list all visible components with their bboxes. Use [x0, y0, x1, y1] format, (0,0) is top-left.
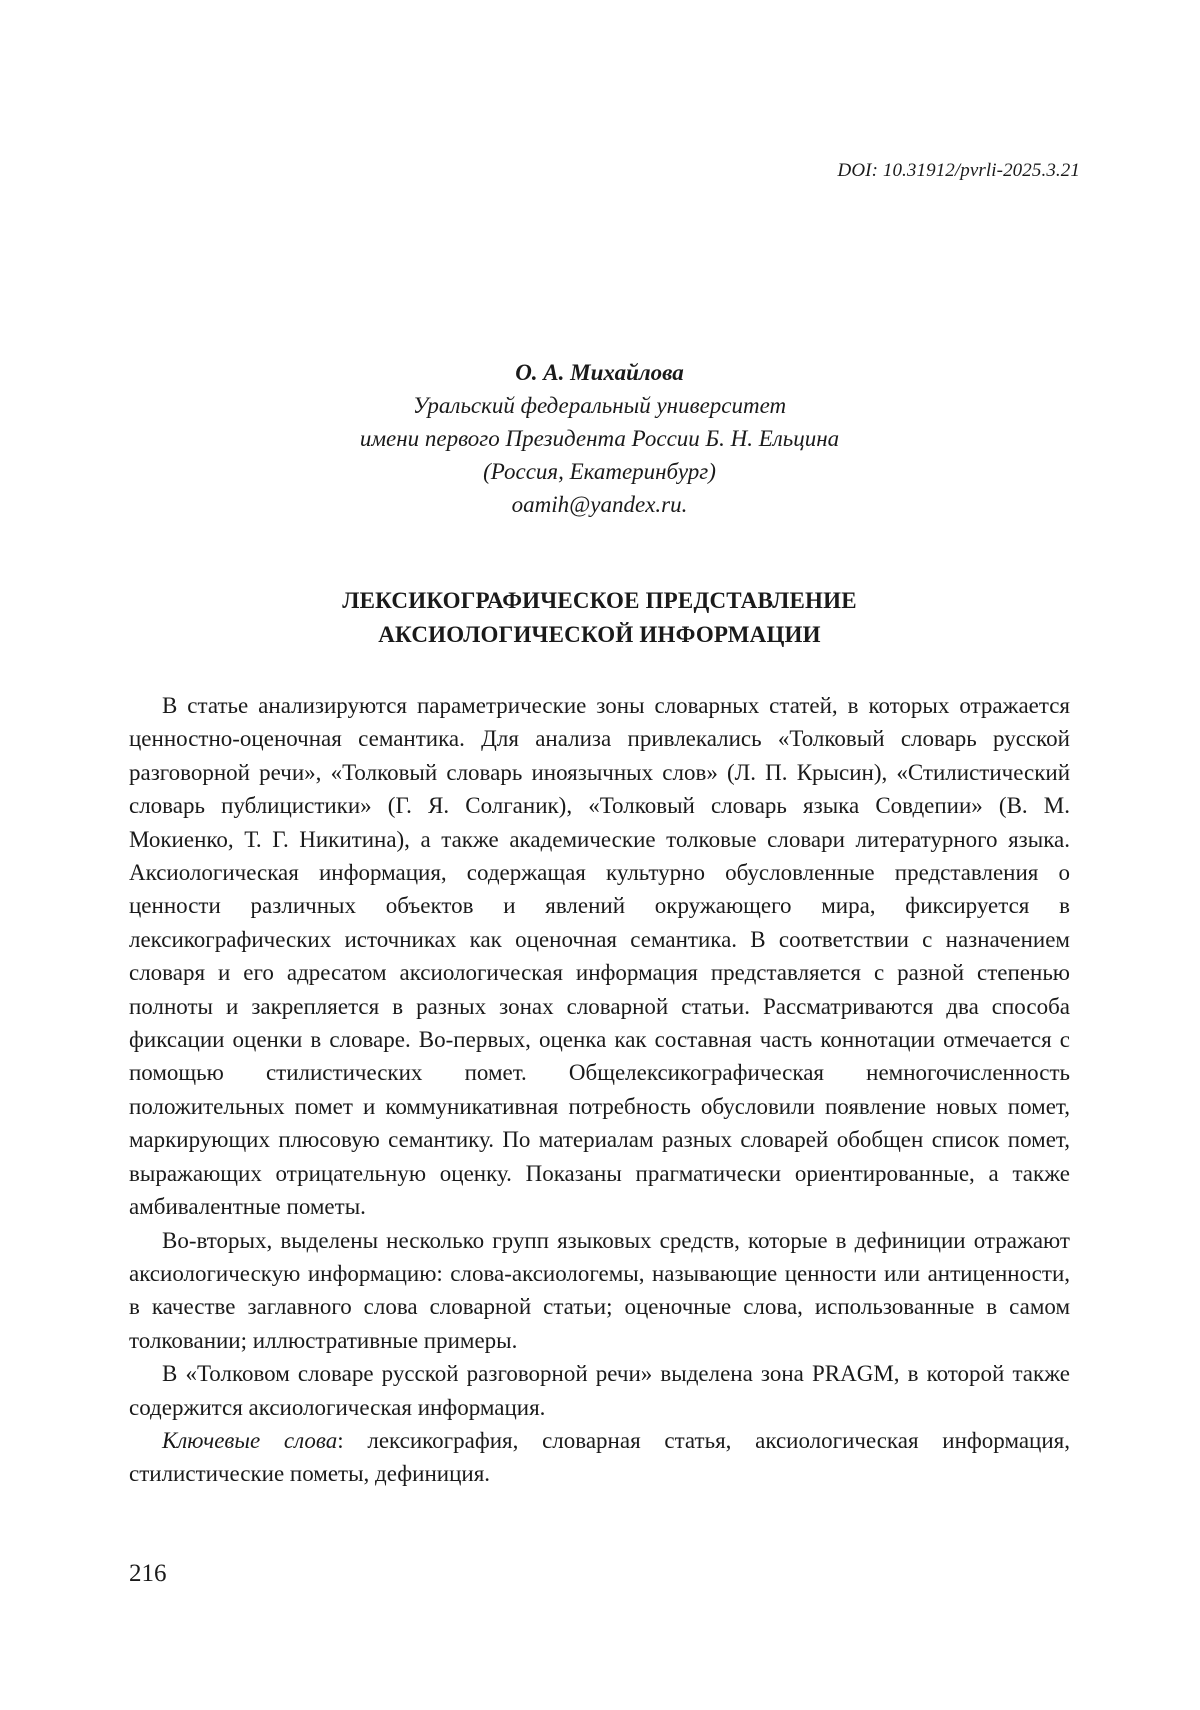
abstract-paragraph-3: В «Толковом словаре русской разговорной речи» выделена зона PRAGM, в которой также содержится аксиологическая информация. [129, 1361, 1070, 1420]
affiliation-line-2: имени первого Президента России Б. Н. Ельцина [359, 426, 840, 451]
author-name: О. А. Михайлова [515, 360, 684, 385]
article-title [129, 584, 1070, 652]
abstract-paragraph-1: В статье анализируются параметрические зоны словарных статей, в которых отражается ценностно-оценочная семантика. Для анализа привлекались «Толковый словарь русской разговорной речи», «Толковый словарь иноязычных слов» (Л. П. Крысин), «Стилистический словарь публицистики» (Г. Я. Солганик), «Толковый словарь языка Совдепии» (В. М. Мокиенко, Т. Г. Никитина), а также академические толковые словари литературного языка. Аксиологическая информация, содержащая культурно обусловленные представления о ценности различных объектов и явлений окружающего мира, фиксируется в лексикографических источниках как оценочная семантика. В соответствии с назначением словаря и его адресатом аксиологическая информация представляется с разной степенью полноты и закрепляется в разных зонах словарной статьи. Рассматриваются два способа фиксации оценки в словаре. Во-первых, оценка как составная часть коннотации отмечается с помощью стилистических помет. Общелексикографическая немногочисленность положительных помет и коммуникативная потребность обусловили появление новых помет, маркирующих плюсовую семантику. По материалам разных словарей обобщен список помет, выражающих отрицательную оценку. Показаны прагматически ориентированные, а также амбивалентные пометы. [129, 693, 1070, 1220]
abstract [129, 689, 1070, 1491]
page-number: 216 [129, 1560, 167, 1587]
author-block [129, 356, 1070, 521]
title-line-2: АКСИОЛОГИЧЕСКОЙ ИНФОРМАЦИИ [378, 622, 821, 647]
affiliation-line-1: Уральский федеральный университет [412, 393, 787, 418]
title-line-1: ЛЕКСИКОГРАФИЧЕСКОЕ ПРЕДСТАВЛЕНИЕ [342, 588, 857, 613]
author-email[interactable]: oamih@yandex.ru. [511, 492, 688, 517]
doi-label[interactable]: DOI: 10.31912/pvrli-2025.3.21 [837, 160, 1080, 181]
keywords-label: Ключевые слова [162, 1427, 338, 1453]
author-location: (Россия, Екатеринбург) [483, 459, 716, 484]
keywords-paragraph [129, 1424, 1070, 1491]
abstract-paragraph-2: Во-вторых, выделены несколько групп языковых средств, которые в дефиниции отражают аксиологическую информацию: слова-аксиологемы, называющие ценности или антиценности, в качестве заглавного слова словарной статьи; оценочные слова, использованные в самом толковании; иллюстративные примеры. [129, 1227, 1070, 1353]
keywords-text: : лексикография, словарная статья, аксиологическая информация, стилистические пометы, дефиниция. [129, 1427, 1071, 1487]
